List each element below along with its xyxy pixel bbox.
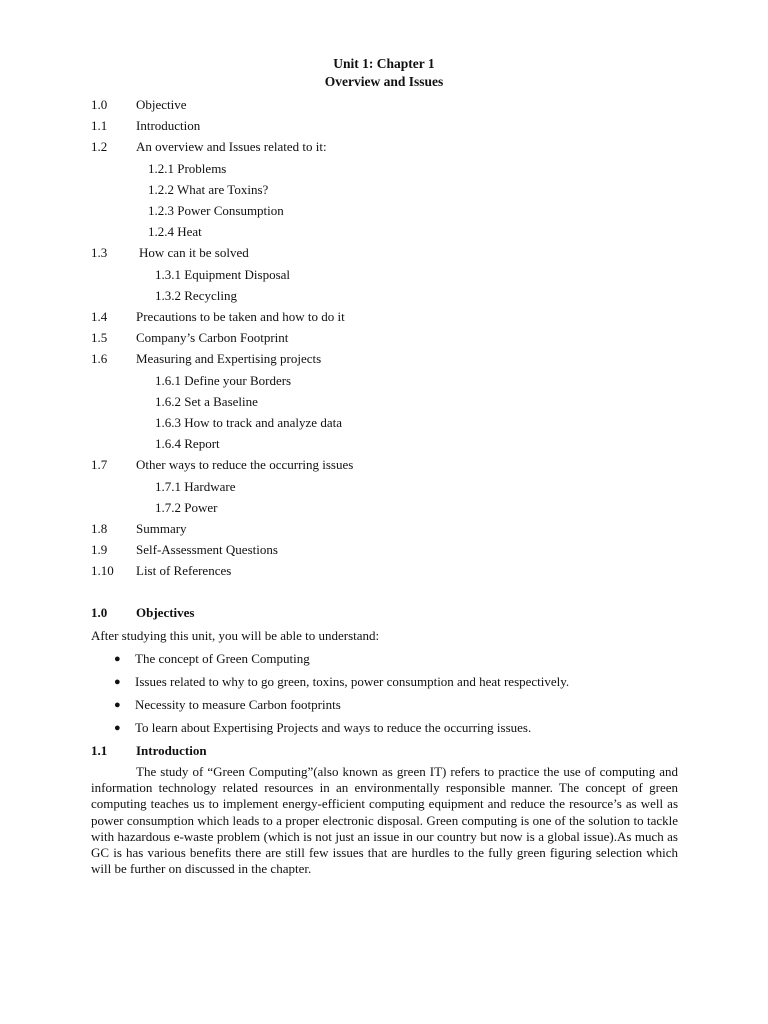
section-title: Objectives [136, 605, 195, 620]
toc-label: List of References [136, 563, 232, 579]
bullet-dot-icon: ● [114, 676, 121, 688]
toc-label: 1.2.4 Heat [148, 224, 202, 240]
bullet-dot-icon: ● [114, 699, 121, 711]
introduction-text: The study of “Green Computing”(also known as green IT) refers to practice the use of computing and information technology related resources in an environmentally responsible manner. The concept of green computing teaches us to implement energy-efficient computing equipment and reduce the resource’s as well as power consumption which leads to a proper electronic disposal. Green computing is one of the solution to tackle with hazardous e-waste problem (which is not just an issue in our country but now is a global issue).As much as GC is has various benefits there are still few issues that are hurdles to the fully green figuring selection which will be further on discussed in the chapter. [91, 764, 678, 877]
toc-number: 1.7 [91, 457, 108, 473]
toc-number: 1.1 [91, 118, 108, 134]
introduction-paragraph [91, 764, 678, 877]
toc-label: Introduction [136, 118, 201, 134]
toc-label: Company’s Carbon Footprint [136, 330, 289, 346]
toc-label: Measuring and Expertising projects [136, 351, 322, 367]
toc-number: 1.5 [91, 330, 108, 346]
toc-label: 1.7.1 Hardware [155, 478, 236, 494]
bullet-text: Necessity to measure Carbon footprints [135, 697, 341, 712]
toc-number: 1.2 [91, 139, 108, 155]
toc-number: 1.3 [91, 245, 108, 261]
bullet-text: To learn about Expertising Projects and ways to reduce the occurring issues. [135, 720, 532, 735]
section-title: Introduction [136, 743, 207, 758]
bullet-dot-icon: ● [114, 722, 121, 734]
toc-number: 1.8 [91, 521, 108, 536]
toc-label: Other ways to reduce the occurring issues [136, 457, 354, 473]
toc-label: 1.3.2 Recycling [155, 287, 237, 303]
toc-label: Summary [136, 521, 187, 536]
toc-label: Precautions to be taken and how to do it [136, 309, 345, 324]
toc-label: 1.2.3 Power Consumption [148, 203, 284, 218]
toc-number: 1.0 [91, 97, 108, 112]
toc-number: 1.10 [91, 563, 114, 579]
chapter-title: Overview and Issues [324, 74, 444, 89]
toc-label: 1.2.1 Problems [148, 160, 227, 176]
toc-label: 1.6.2 Set a Baseline [155, 393, 258, 409]
toc-number: 1.9 [91, 542, 108, 558]
toc-label: 1.6.4 Report [155, 436, 220, 452]
toc-label: Self-Assessment Questions [136, 542, 278, 558]
unit-title: Unit 1: Chapter 1 [333, 56, 435, 71]
toc-label: 1.7.2 Power [155, 499, 218, 515]
toc-label: 1.6.3 How to track and analyze data [155, 415, 342, 430]
toc-number: 1.6 [91, 351, 108, 367]
toc-label: Objective [136, 97, 187, 112]
toc-label: 1.3.1 Equipment Disposal [155, 266, 291, 282]
bullet-text: Issues related to why to go green, toxins, power consumption and heat respectively. [135, 674, 570, 689]
objectives-intro: After studying this unit, you will be able to understand: [91, 628, 380, 643]
bullet-text: The concept of Green Computing [135, 651, 310, 666]
section-number: 1.0 [91, 605, 108, 620]
toc-label: 1.2.2 What are Toxins? [148, 181, 269, 197]
toc-label: How can it be solved [139, 245, 249, 261]
toc-label: 1.6.1 Define your Borders [155, 372, 292, 388]
toc-label: An overview and Issues related to it: [136, 139, 327, 155]
bullet-dot-icon: ● [114, 653, 121, 665]
toc-number: 1.4 [91, 309, 108, 324]
section-number: 1.1 [91, 743, 108, 758]
